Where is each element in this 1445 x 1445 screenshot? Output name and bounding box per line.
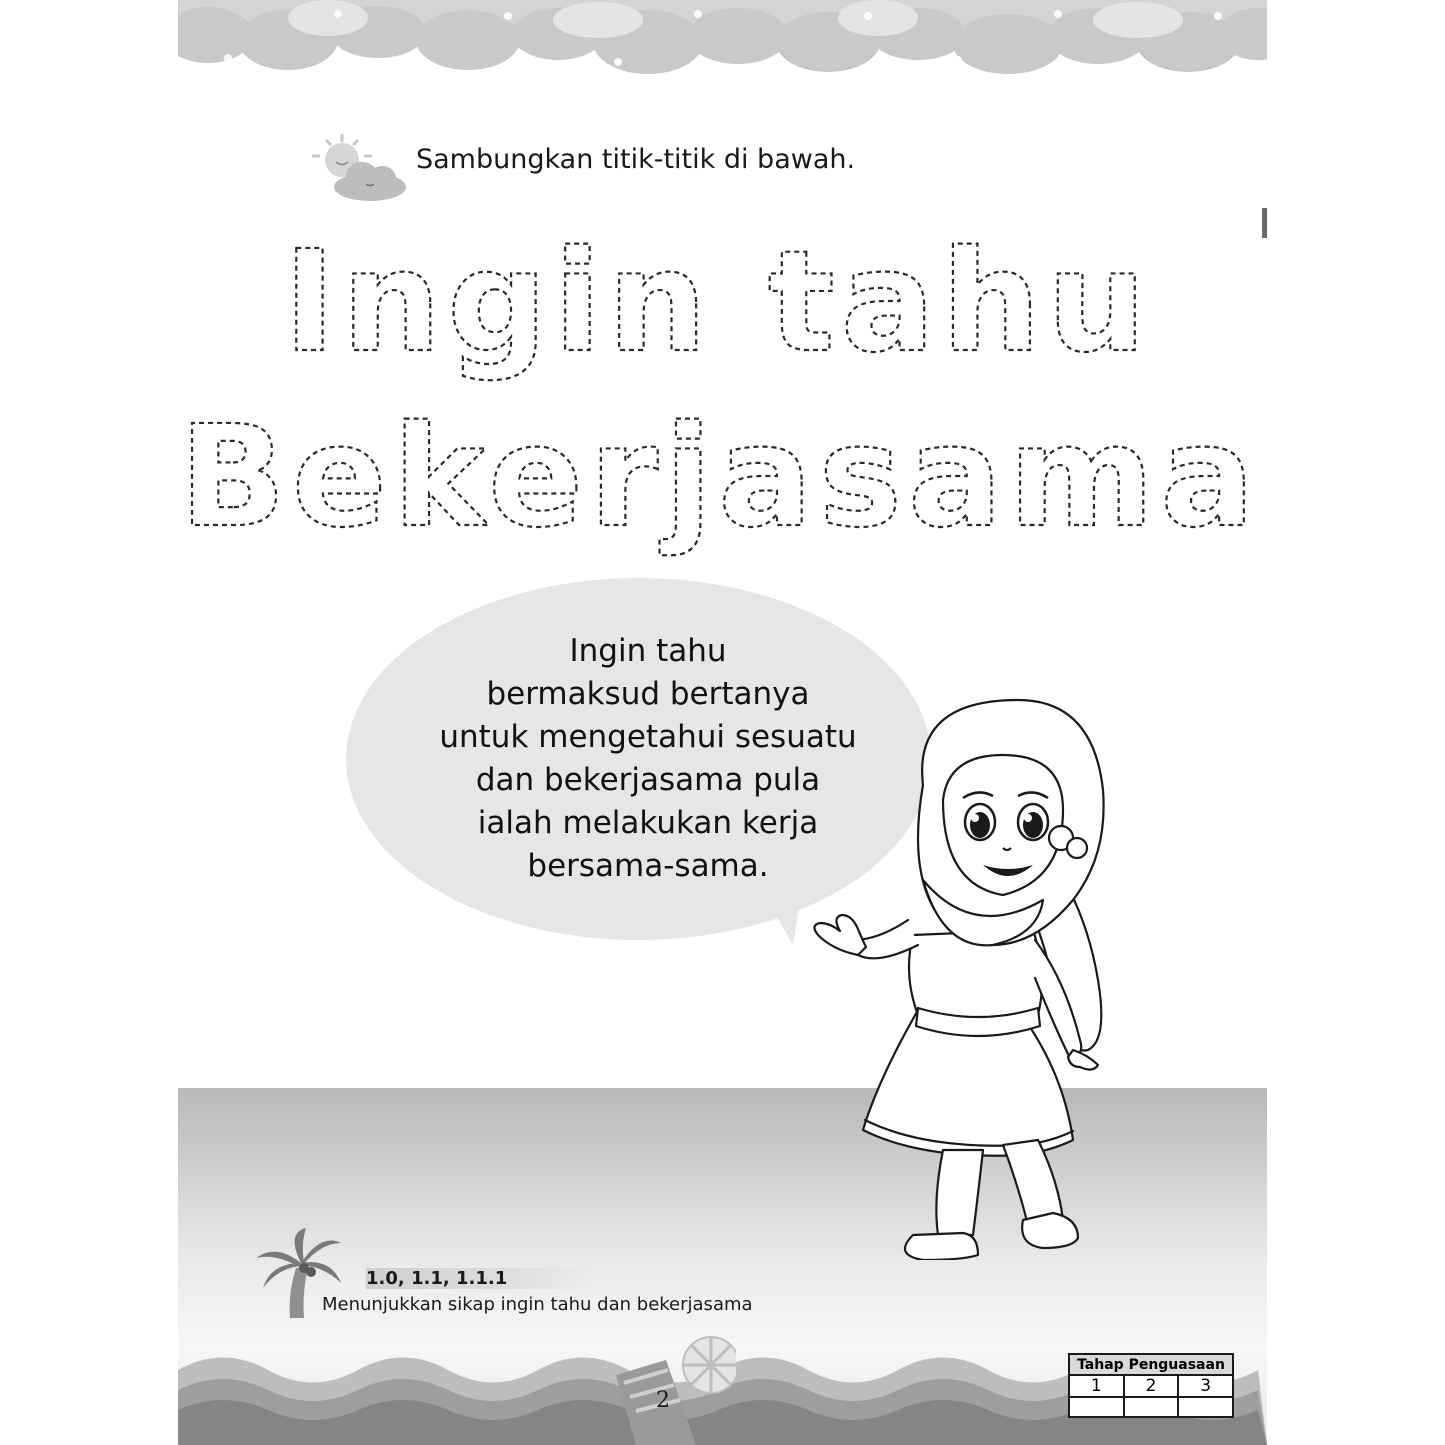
mastery-level-checkbox[interactable] xyxy=(1178,1397,1233,1417)
instruction-text: Sambungkan titik-titik di bawah. xyxy=(416,144,856,175)
mastery-level-checkbox[interactable] xyxy=(1069,1397,1124,1417)
learning-objective: Menunjukkan sikap ingin tahu dan bekerjasama xyxy=(322,1294,753,1315)
floral-top-border xyxy=(178,0,1267,80)
beach-towel-icon xyxy=(616,1335,736,1445)
mastery-level-label: 1 xyxy=(1069,1375,1124,1397)
tracing-words[interactable] xyxy=(178,220,1267,580)
girl-illustration xyxy=(803,690,1133,1260)
learning-standard-codes: 1.0, 1.1, 1.1.1 xyxy=(366,1268,597,1289)
mastery-level-label: 2 xyxy=(1124,1375,1179,1397)
bubble-line: bersama-sama. xyxy=(527,848,769,884)
sun-cloud-icon xyxy=(312,132,410,206)
mastery-level-label: 3 xyxy=(1178,1375,1233,1397)
mastery-level-checkbox[interactable] xyxy=(1124,1397,1179,1417)
trace-word-line-2[interactable]: Bekerjasama xyxy=(179,396,1261,559)
bubble-line: Ingin tahu xyxy=(569,633,727,669)
bubble-line: untuk mengetahui sesuatu xyxy=(439,719,857,755)
page-edge-mark xyxy=(1262,208,1267,238)
bubble-line: ialah melakukan kerja xyxy=(477,805,819,841)
worksheet-page xyxy=(178,0,1267,1445)
page-number: 2 xyxy=(656,1388,670,1413)
bubble-line: dan bekerjasama pula xyxy=(475,762,821,798)
mastery-level-table xyxy=(1068,1353,1234,1418)
mastery-table-title: Tahap Penguasaan xyxy=(1069,1354,1233,1375)
beach-umbrella-icon xyxy=(683,1337,736,1393)
trace-word-line-1[interactable]: Ingin tahu xyxy=(283,221,1153,384)
bubble-line: bermaksud bertanya xyxy=(486,676,810,712)
